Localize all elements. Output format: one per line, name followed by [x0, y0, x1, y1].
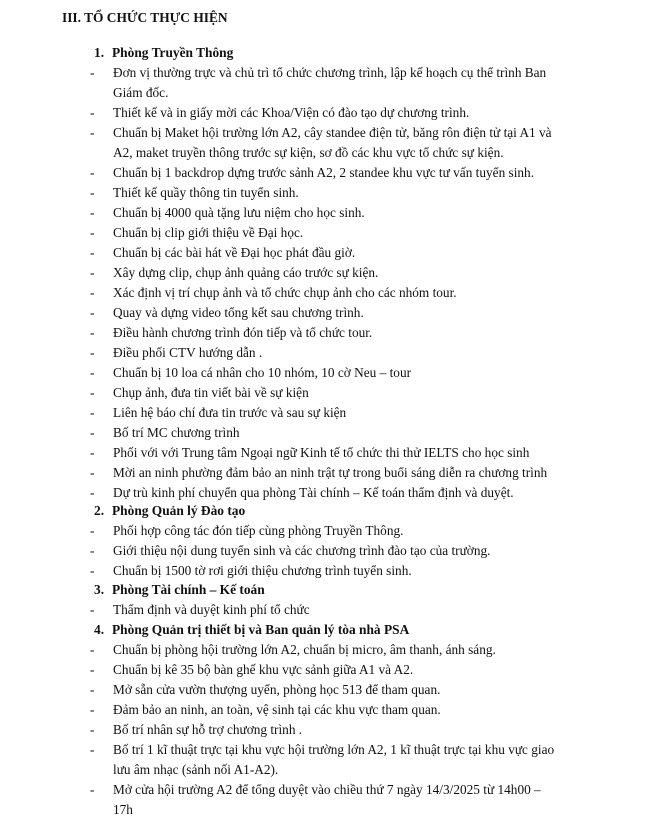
list-item-text: [113, 263, 575, 283]
list-item-text: [113, 423, 575, 443]
bullet-dash: -: [90, 742, 95, 757]
bullet-dash: -: [90, 125, 95, 140]
list-item-text: [113, 740, 575, 780]
bullet-dash: -: [90, 485, 95, 500]
text-line: Xác định vị trí chụp ảnh và tổ chức chụp ảnh cho các nhóm tour.: [113, 285, 457, 300]
text-line: A2, maket truyền thông trước sự kiện, sơ đồ các khu vực tổ chức sự kiện.: [113, 144, 504, 160]
bullet-dash: -: [90, 465, 95, 480]
bullet-dash: -: [90, 602, 95, 617]
text-line: Bố trí MC chương trình: [113, 425, 240, 440]
text-line: Phối với với Trung tâm Ngoại ngữ Kinh tế tổ chức thi thử IELTS cho học sinh: [113, 445, 530, 460]
list-item-text: [113, 660, 575, 680]
text-line: Bố trí 1 kĩ thuật trực tại khu vực hội trường lớn A2, 1 kĩ thuật trực tại khu vực giao: [113, 742, 555, 757]
text-line: Thiết kế và in giấy mời các Khoa/Viện có đào tạo dự chương trình.: [113, 105, 470, 120]
list-item-text: [113, 541, 575, 561]
text-line: Chuẩn bị 1500 tờ rơi giới thiệu chương trình tuyển sinh.: [113, 563, 412, 578]
section-number: 1.: [94, 45, 105, 60]
text-line: Chuẩn bị Maket hội trường lớn A2, cây standee điện tử, băng rôn điện tử tại A1 và: [113, 125, 552, 140]
bullet-dash: -: [90, 445, 95, 460]
text-line: Phối hợp công tác đón tiếp cùng phòng Truyền Thông.: [113, 523, 404, 538]
list-item-text: [113, 700, 575, 720]
section-title-text: Phòng Quản trị thiết bị và Ban quản lý tòa nhà PSA: [112, 622, 410, 637]
list-item-text: [113, 383, 575, 403]
bullet-dash: -: [90, 563, 95, 578]
list-item-text: [113, 403, 575, 423]
text-line: Điều phối CTV hướng dẫn .: [113, 345, 263, 360]
list-item-text: [113, 363, 575, 383]
list-item-text: [113, 680, 575, 700]
text-line: Mở sẵn cửa vườn thượng uyển, phòng học 513 để tham quan.: [113, 682, 441, 697]
section-heading: III. TỔ CHỨC THỰC HIỆN: [62, 10, 228, 25]
list-item-text: [113, 243, 575, 263]
text-line: Thiết kế quầy thông tin tuyển sinh.: [113, 185, 299, 200]
list-item-text: [113, 443, 575, 463]
bullet-dash: -: [90, 523, 95, 538]
bullet-dash: -: [90, 185, 95, 200]
list-item-text: [113, 780, 575, 820]
text-line: 17h: [113, 801, 133, 817]
text-line: Mở cửa hội trường A2 để tổng duyệt vào chiều thứ 7 ngày 14/3/2025 từ 14h00 –: [113, 782, 541, 797]
list-item-text: [113, 203, 575, 223]
list-item-text: [113, 463, 575, 483]
list-item-text: [113, 303, 575, 323]
bullet-dash: -: [90, 782, 95, 797]
text-line: Chuẩn bị clip giới thiệu về Đại học.: [113, 225, 304, 240]
section-number: 3.: [94, 582, 105, 597]
text-line: Chuẩn bị 1 backdrop dựng trước sảnh A2, 2 standee khu vực tư vấn tuyển sinh.: [113, 165, 535, 180]
bullet-dash: -: [90, 385, 95, 400]
text-line: Thẩm định và duyệt kinh phí tổ chức: [113, 602, 310, 617]
text-line: Dự trù kinh phí chuyển qua phòng Tài chính – Kế toán thẩm định và duyệt.: [113, 485, 514, 500]
bullet-dash: -: [90, 265, 95, 280]
section-number: 2.: [94, 503, 105, 518]
text-line: Mời an ninh phường đảm bảo an ninh trật tự trong buổi sáng diễn ra chương trình: [113, 465, 548, 480]
bullet-dash: -: [90, 325, 95, 340]
text-line: Chuẩn bị kê 35 bộ bàn ghế khu vực sảnh giữa A1 và A2.: [113, 662, 414, 677]
list-item-text: [113, 103, 575, 123]
bullet-dash: -: [90, 702, 95, 717]
list-item-text: [113, 183, 575, 203]
text-line: Chuẩn bị các bài hát về Đại học phát đầu giờ.: [113, 245, 356, 260]
list-item-text: [113, 600, 575, 620]
text-line: Quay và dựng video tổng kết sau chương trình.: [113, 305, 364, 320]
bullet-dash: -: [90, 65, 95, 80]
bullet-dash: -: [90, 405, 95, 420]
list-item-text: [113, 283, 575, 303]
section-title-text: Phòng Quản lý Đào tạo: [112, 503, 246, 518]
section-number: 4.: [94, 622, 105, 637]
text-line: Chuẩn bị phòng hội trường lớn A2, chuẩn bị micro, âm thanh, ánh sáng.: [113, 642, 496, 657]
list-item-text: [113, 640, 575, 660]
bullet-dash: -: [90, 722, 95, 737]
list-item-text: [113, 123, 575, 163]
list-item-text: [113, 163, 575, 183]
bullet-dash: -: [90, 682, 95, 697]
text-line: Đơn vị thường trực và chủ trì tổ chức chương trình, lập kế hoạch cụ thể trình Ban: [113, 65, 547, 80]
list-item-text: [113, 483, 575, 503]
bullet-dash: -: [90, 662, 95, 677]
list-item-text: [113, 521, 575, 541]
text-line: Chuẩn bị 10 loa cá nhân cho 10 nhóm, 10 cờ Neu – tour: [113, 365, 412, 380]
bullet-dash: -: [90, 245, 95, 260]
bullet-dash: -: [90, 225, 95, 240]
text-line: Xây dựng clip, chụp ảnh quảng cáo trước sự kiện.: [113, 265, 379, 280]
bullet-dash: -: [90, 642, 95, 657]
list-item-text: [113, 720, 575, 740]
bullet-dash: -: [90, 543, 95, 558]
text-line: Điều hành chương trình đón tiếp và tổ chức tour.: [113, 325, 373, 340]
text-line: lưu âm nhạc (sảnh nối A1-A2).: [113, 761, 279, 777]
bullet-dash: -: [90, 205, 95, 220]
list-item-text: [113, 63, 575, 103]
list-item-text: [113, 223, 575, 243]
bullet-dash: -: [90, 345, 95, 360]
bullet-dash: -: [90, 425, 95, 440]
text-line: Chuẩn bị 4000 quà tặng lưu niệm cho học sinh.: [113, 205, 365, 220]
bullet-dash: -: [90, 365, 95, 380]
text-line: Giới thiệu nội dung tuyển sinh và các chương trình đào tạo của trường.: [113, 543, 491, 558]
text-line: Đảm bảo an ninh, an toàn, vệ sinh tại các khu vực tham quan.: [113, 702, 441, 717]
section-title-text: Phòng Tài chính – Kế toán: [112, 582, 265, 597]
text-line: Liên hệ báo chí đưa tin trước và sau sự kiện: [113, 405, 347, 420]
text-line: Bố trí nhân sự hỗ trợ chương trình .: [113, 722, 303, 737]
bullet-dash: -: [90, 305, 95, 320]
bullet-dash: -: [90, 285, 95, 300]
text-line: Chụp ảnh, đưa tin viết bài về sự kiện: [113, 385, 309, 400]
list-item-text: [113, 343, 575, 363]
bullet-dash: -: [90, 165, 95, 180]
list-item-text: [113, 561, 575, 581]
list-item-text: [113, 323, 575, 343]
section-title-text: Phòng Truyền Thông: [112, 45, 234, 60]
text-line: Giám đốc.: [113, 84, 169, 100]
bullet-dash: -: [90, 105, 95, 120]
